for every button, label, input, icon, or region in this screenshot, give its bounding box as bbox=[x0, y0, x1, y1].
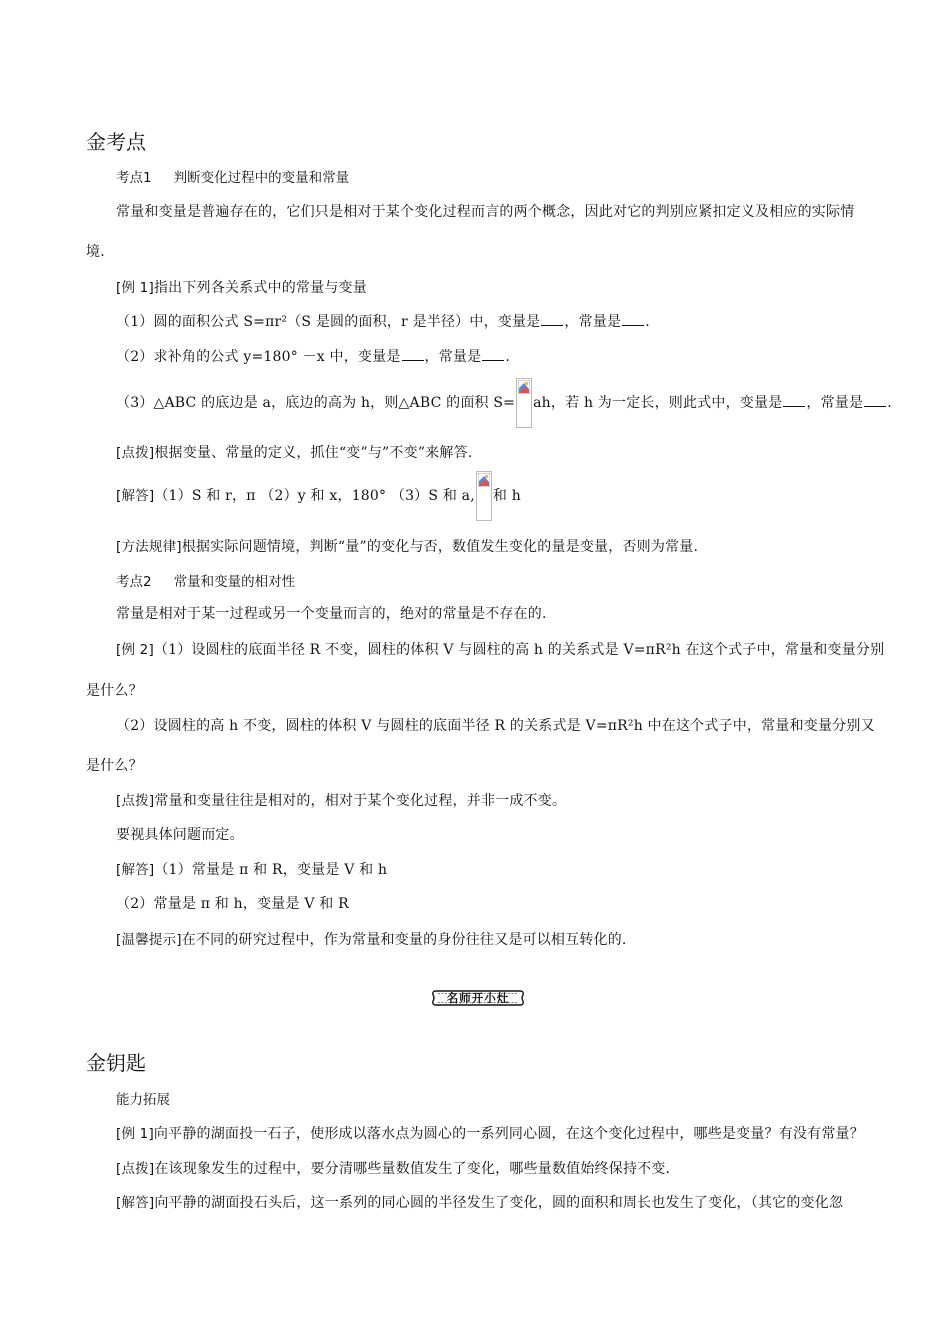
answer-text: （1）S 和 r，π （2）y 和 x，180° （3）S 和 a, bbox=[154, 488, 475, 504]
ex2-q1-text: （1）设圆柱的底面半径 R 不变，圆柱的体积 V 与圆柱的高 h 的关系式是 V=πR²h 在这个式子中，常量和变量分别 bbox=[153, 642, 885, 658]
hint-tag: [点拨] bbox=[116, 445, 155, 461]
hint-tag: [点拨] bbox=[116, 1161, 155, 1177]
section-title-jinyaoshi: 金钥匙 bbox=[86, 1051, 146, 1075]
s2-ex1 bbox=[116, 1122, 864, 1143]
answer-tag: [解答] bbox=[116, 1195, 155, 1211]
hint-text: 在该现象发生的过程中，要分清哪些量数值发生了变化，哪些量数值始终保持不变. bbox=[154, 1161, 671, 1177]
s2-answer bbox=[116, 1191, 843, 1212]
broken-formula-image-icon bbox=[516, 378, 532, 428]
ex2-tip bbox=[116, 928, 627, 949]
ex-text: 向平静的湖面投一石子，使形成以落水点为圆心的一系列同心圆，在这个变化过程中，哪些是变量？有没有常量？ bbox=[153, 1126, 864, 1142]
tip-tag: [温馨提示] bbox=[116, 932, 182, 948]
s2-hint bbox=[116, 1157, 670, 1178]
badge-label: 名师开小灶 bbox=[446, 991, 510, 1005]
answer-blank bbox=[482, 359, 504, 361]
ex2-hint-line1 bbox=[116, 789, 566, 810]
kp2-intro: 常量是相对于某一过程或另一个变量而言的，绝对的常量是不存在的. bbox=[116, 606, 547, 622]
kp2-label: 考点2 bbox=[116, 574, 152, 590]
ex1-q3-text2: ah，若 h 为一定长，则此式中，变量是 bbox=[533, 395, 783, 411]
hint-text: 根据变量、常量的定义，抓住“变”与”不变”来解答. bbox=[154, 445, 473, 461]
ex2-q2-line1: （2）设圆柱的高 h 不变，圆柱的体积 V 与圆柱的底面半径 R 的关系式是 V=πR²h 中在这个式子中，常量和变量分别又 bbox=[116, 718, 875, 734]
kp1-heading bbox=[116, 166, 349, 186]
ability-heading: 能力拓展 bbox=[116, 1092, 170, 1108]
kp1-intro-line1: 常量和变量是普遍存在的，它们只是相对于某个变化过程而言的两个概念，因此对它的判别应紧扣定义及相应的实际情 bbox=[116, 204, 855, 220]
ex1-q3-text: （3）△ABC 的底边是 a，底边的高为 h，则△ABC 的面积 S= bbox=[116, 395, 516, 411]
kp2-title: 常量和变量的相对性 bbox=[173, 574, 296, 590]
ex2-q2-line2: 是什么？ bbox=[86, 758, 143, 774]
answer-blank bbox=[783, 405, 805, 407]
ex1-line bbox=[116, 276, 367, 297]
ex1-q3-end: . bbox=[887, 395, 892, 411]
answer-tag: [解答] bbox=[116, 862, 155, 878]
answer-blank bbox=[541, 324, 563, 326]
kp2-heading bbox=[116, 570, 295, 590]
answer-text: 向平静的湖面投石头后，这一系列的同心圆的半径发生了变化，圆的面积和周长也发生了变化，（其它的变化忽 bbox=[154, 1195, 844, 1211]
ex1-q3-text3: ，常量是 bbox=[806, 395, 864, 411]
ex2-hint-line2: 要视具体问题而定。 bbox=[116, 827, 244, 843]
section-title-jinkaodian: 金考点 bbox=[86, 130, 146, 154]
ex1-q3 bbox=[116, 378, 892, 428]
broken-formula-image-icon bbox=[476, 471, 492, 521]
answer-blank bbox=[402, 359, 424, 361]
method-text: 根据实际问题情境，判断“量”的变化与否，数值发生变化的量是变量，否则为常量. bbox=[181, 539, 699, 555]
answer-blank bbox=[622, 324, 644, 326]
answer-text2: 和 h bbox=[492, 488, 521, 504]
ex1-method bbox=[116, 535, 698, 556]
answer-tag: [解答] bbox=[116, 488, 155, 504]
ex2-q1-line2: 是什么？ bbox=[86, 683, 143, 699]
kp1-title: 判断变化过程中的变量和常量 bbox=[173, 170, 350, 186]
ex1-q2 bbox=[116, 346, 510, 366]
ex1-q1 bbox=[116, 311, 650, 331]
ex2-q1-line1 bbox=[116, 638, 884, 659]
tip-text: 在不同的研究过程中，作为常量和变量的身份往往又是可以相互转化的. bbox=[181, 932, 627, 948]
ex1-q2-text2: ，常量是 bbox=[424, 349, 482, 365]
kp1-label: 考点1 bbox=[116, 170, 152, 186]
hint-tag: [点拨] bbox=[116, 793, 155, 809]
hint-text: 常量和变量往往是相对的，相对于某个变化过程，并非一成不变。 bbox=[154, 793, 567, 809]
ex-tag: [例 1] bbox=[116, 1126, 154, 1142]
ex2-answer1 bbox=[116, 858, 387, 879]
ex1-q2-text: （2）求补角的公式 y=180° －x 中，变量是 bbox=[116, 349, 401, 365]
ex1-tag: [例 1] bbox=[116, 280, 154, 296]
teacher-tips-badge bbox=[430, 988, 526, 1008]
ex1-q2-end: . bbox=[505, 349, 510, 365]
ex1-q1-text2: ，常量是 bbox=[564, 314, 622, 330]
method-tag: [方法规律] bbox=[116, 539, 182, 555]
answer-blank bbox=[864, 405, 886, 407]
ex2-answer2: （2）常量是 π 和 h，变量是 V 和 R bbox=[116, 896, 349, 912]
ex1-hint bbox=[116, 441, 472, 462]
answer-text: （1）常量是 π 和 R，变量是 V 和 h bbox=[154, 862, 388, 878]
kp1-intro-line2: 境. bbox=[86, 244, 105, 260]
ex1-q1-end: . bbox=[645, 314, 650, 330]
ex1-text: 指出下列各关系式中的常量与变量 bbox=[153, 280, 367, 296]
ex2-tag: [例 2] bbox=[116, 642, 154, 658]
ex1-answer bbox=[116, 471, 521, 521]
ex1-q1-text: （1）圆的面积公式 S=πr²（S 是圆的面积，r 是半径）中，变量是 bbox=[116, 314, 541, 330]
